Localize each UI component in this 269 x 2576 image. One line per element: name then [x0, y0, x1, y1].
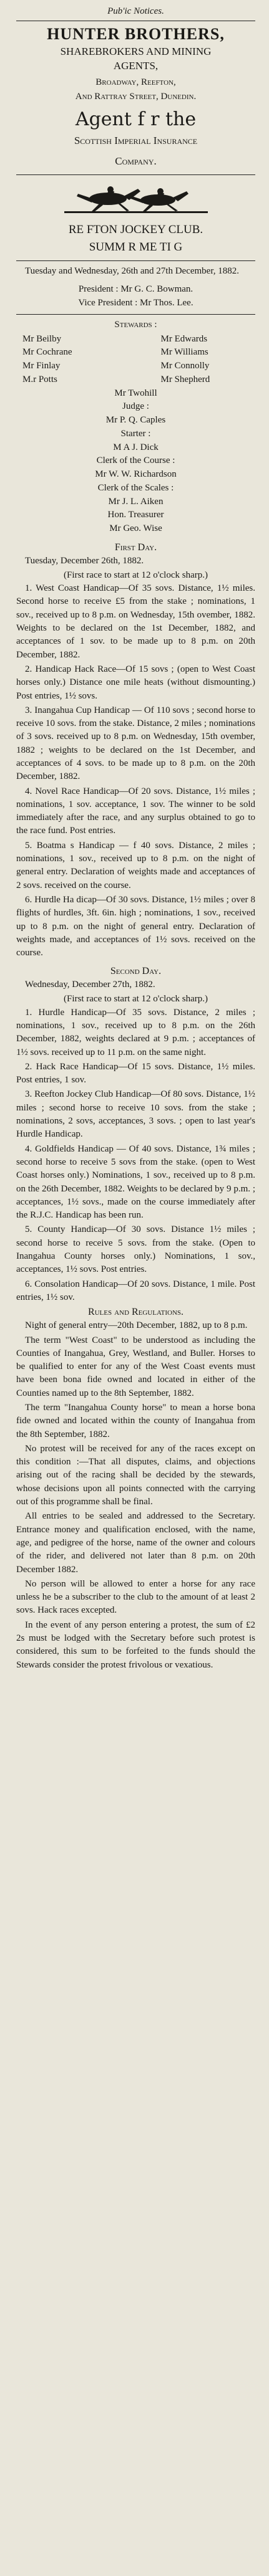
- rule-paragraph: No protest will be received for any of the races except on this condition :—That all disputes, claims, and objections arising out of the racing shall be decided by the stewards, whose decisions upon all points connected with the carrying out of this programme shall be final.: [16, 1443, 255, 1507]
- rule-paragraph: Night of general entry—20th December, 1882, up to 8 p.m.: [25, 1320, 248, 1331]
- race-entry: 4. Goldfields Handicap — Of 40 sovs. Distance, 1¾ miles ; second horse to receive 5 sovs from the stake. (open to West Coast horses only.) Nominations, 1 sov., received up to 8 p.m. on the 26th December, 1882. Weights to be declared by 9 p.m. ; acceptances, 1½ sovs., made on the course immediately after the R.J.C. Handicap has been run.: [16, 1143, 255, 1221]
- agent-heading: Agent f r the: [75, 108, 197, 130]
- steward: Mr Edwards: [160, 333, 208, 344]
- divider: [16, 174, 255, 175]
- meeting-dates: Tuesday and Wednesday, 26th and 27th December, 1882.: [25, 265, 239, 276]
- steward: Mr Finlay: [22, 361, 61, 371]
- start-time-note: (First race to start at 12 o'clock sharp.): [64, 994, 208, 1004]
- firm-trade-line-2: AGENTS,: [113, 59, 159, 72]
- official-role: Starter :: [120, 428, 151, 439]
- rule-paragraph: All entries to be sealed and addressed to the Secretary. Entrance money and qualification enclosed, with the name, age, and pedigree of the horse, name of the owner and colours of the rider, and delivered not later than 8 p.m. on 20th December 1882.: [16, 1511, 255, 1575]
- day-two-races: [16, 1006, 255, 1305]
- stewards-list: [16, 333, 255, 387]
- rule-paragraph: The term "Inangahua County horse" to mean a horse bona fide owned and located within the county of Inangahua from the 8th September, 1882.: [16, 1403, 255, 1439]
- divider: [16, 314, 255, 315]
- race-entry: 3. Inangahua Cup Handicap — Of 110 sovs ; second horse to receive 10 sovs. from the stake. Distance, 2 miles ; nominations of 3 sovs. received up to 8 p.m. on Wednesday, 15th ovember, 1882 ; weights to be declared on the 1st December, and acceptances of 4 sovs. to be made up to 8 p.m. on the 20th December, 1882.: [16, 705, 255, 782]
- rules-list: [16, 1319, 255, 1672]
- race-entry: 4. Novel Race Handicap—Of 20 sovs. Distance, 1½ miles ; nominations, 1 sov. acceptance, 1 sov. The winner to be sold immediately after the race, and any surplus obtained to go to the race fund. Post entries.: [16, 786, 255, 836]
- steward: Mr Beilby: [22, 333, 62, 344]
- official-name: Mr Geo. Wise: [109, 523, 162, 534]
- day-heading: Second Day.: [110, 966, 162, 977]
- steward: Mr Cochrane: [22, 347, 72, 358]
- vice-president-line: Vice President : Mr Thos. Lee.: [78, 298, 193, 308]
- steward: Mr Connolly: [160, 361, 210, 371]
- race-entry: 3. Reefton Jockey Club Handicap—Of 80 sovs. Distance, 1½ miles ; second horse to receive 10 sovs. from the stake ; nominations, 2 sovs, acceptances, 3 sovs. ; open to last year's Hurdle Handicap.: [16, 1089, 255, 1140]
- official-name: M A J. Dick: [113, 442, 159, 452]
- day-date: Wednesday, December 27th, 1882.: [25, 980, 155, 990]
- day-one-races: [16, 582, 255, 960]
- race-entry: 6. Consolation Handicap—Of 20 sovs. Distance, 1 mile. Post entries, 1½ sov.: [16, 1279, 255, 1302]
- hunter-brothers-advertisement: [16, 25, 255, 169]
- firm-address-2: And Rattray Street, Dunedin.: [75, 91, 197, 102]
- steward: M.r Potts: [22, 374, 57, 384]
- steward: Mr Shepherd: [160, 374, 210, 384]
- race-entry: 6. Hurdle Ha dicap—Of 30 sovs. Distance, 1½ miles ; over 8 flights of hurdles, 3ft. 6in. high ; nominations, 1 sov., received up to 8 p.m. on the night of general entry. Declaration of weights made, and acceptances of 1½ sovs. received on the course.: [16, 894, 255, 958]
- section-heading: Pub'ic Notices.: [107, 6, 164, 16]
- firm-trade-line-1: SHAREBROKERS AND MINING: [60, 45, 212, 57]
- day-date: Tuesday, December 26th, 1882.: [25, 555, 144, 566]
- steward: Mr Twohill: [114, 388, 157, 398]
- rule-paragraph: The term "West Coast" to be understood as including the Counties of Inangahua, Grey, Westland, and Buller. Horses to be qualified to enter for any of the West Coast events must have been bona fide owned and located in either of the Counties named up to the 8th September, 1882.: [16, 1335, 255, 1398]
- racehorses-illustration: [64, 180, 208, 217]
- firm-name: HUNTER BROTHERS,: [47, 25, 225, 43]
- official-name: Mr W. W. Richardson: [95, 469, 177, 480]
- rule-paragraph: No person will be allowed to enter a horse for any race unless he be a subscriber to the club to the amount of at least 2 sovs. Hack races excepted.: [16, 1578, 255, 1616]
- rules-heading: Rules and Regulations.: [87, 1307, 184, 1318]
- official-role: Judge :: [122, 401, 149, 412]
- start-time-note: (First race to start at 12 o'clock sharp.): [64, 570, 208, 580]
- official-role: Hon. Treasurer: [107, 510, 164, 520]
- official-role: Clerk of the Course :: [96, 456, 175, 466]
- company-line-2: Company.: [115, 155, 157, 168]
- rule-paragraph: In the event of any person entering a protest, the sum of £2 2s must be lodged with the Secretary before such protest is considered, this sum to be forfeited to the funds should the Stewards consider the protest frivolous or vexatious.: [16, 1620, 255, 1670]
- steward: Mr Williams: [160, 347, 208, 358]
- club-title: RE FTON JOCKEY CLUB.: [68, 222, 203, 236]
- race-entry: 1. Hurdle Handicap—Of 35 sovs. Distance, 2 miles ; nominations, 1 sov., received up to 8 p.m. on the 26th December, 1882, weights declared at 9 p.m. ; acceptances of 1½ sovs. received up to 11 p.m. on the same night.: [16, 1007, 255, 1057]
- meeting-title: SUMM R ME TI G: [89, 241, 183, 254]
- day-heading: First Day.: [114, 541, 157, 553]
- stewards-heading: Stewards :: [114, 319, 157, 330]
- firm-address-1: Broadway, Reefton,: [95, 77, 176, 87]
- race-entry: 1. West Coast Handicap—Of 35 sovs. Distance, 1½ miles. Second horse to receive £5 from the stake ; nominations, 1 sov., received up to 8 p.m. on Wednesday, 15th ovember, 1882. Weights to be declared on the 1st December, 1882, and acceptances of 1 sov. to be made up to 8 p.m. on 20th December, 1882.: [16, 583, 255, 660]
- company-line-1: Scottish Imperial Insurance: [74, 134, 198, 146]
- official-name: Mr J. L. Aiken: [108, 496, 164, 507]
- president-line: President : Mr G. C. Bowman.: [78, 284, 193, 294]
- race-entry: 2. Hack Race Handicap—Of 15 sovs. Distance, 1½ miles. Post entries, 1 sov.: [16, 1061, 255, 1085]
- jockey-club-advertisement: [16, 180, 255, 1672]
- race-entry: 5. Boatma s Handicap — f 40 sovs. Distance, 2 miles ; nominations, 1 sov., received up to 8 p.m. on the night of general entry. Declaration of weights made and acceptances of 2 sovs. received on the course.: [16, 840, 255, 890]
- official-name: Mr P. Q. Caples: [105, 415, 166, 426]
- race-entry: 5. County Handicap—Of 30 sovs. Distance 1½ miles ; second horse to receive 5 sovs. from the stake. (Open to Inangahua County horses only.) Nominations, 1 sov., acceptances, 1½ sovs. Post entries.: [16, 1224, 255, 1275]
- officials-list: [16, 400, 255, 536]
- divider: [16, 260, 255, 261]
- official-role: Clerk of the Scales :: [97, 482, 174, 493]
- race-entry: 2. Handicap Hack Race—Of 15 sovs ; (open to West Coast horses only.) Distance one mile heats (without dismounting.) Post entries, 1½ sovs.: [16, 664, 255, 701]
